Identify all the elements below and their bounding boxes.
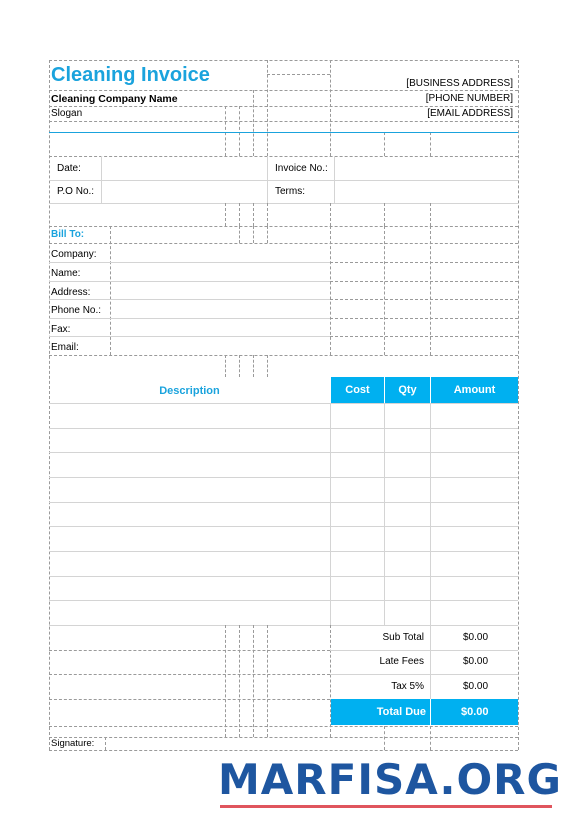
column-header-description: Description [159, 385, 220, 397]
bill-to-company-label: Company: [51, 249, 97, 260]
date-label: Date: [57, 163, 81, 174]
invoice-title: Cleaning Invoice [51, 64, 210, 86]
marfisa-logo: MARFISA.ORG [218, 755, 562, 804]
logo-underline [220, 805, 552, 808]
bill-to-address-label: Address: [51, 287, 91, 298]
late-fees-label: Late Fees [379, 656, 424, 667]
tax-value: $0.00 [463, 681, 489, 692]
invoice-no-label: Invoice No.: [275, 163, 328, 174]
column-header-cost: Cost [345, 384, 370, 396]
total-due-label: Total Due [376, 706, 426, 718]
bill-to-fax-label: Fax: [51, 324, 71, 335]
terms-label: Terms: [275, 186, 305, 197]
bill-to-phone-label: Phone No.: [51, 305, 102, 316]
business-address: [BUSINESS ADDRESS] [406, 78, 513, 89]
bill-to-email-label: Email: [51, 342, 79, 353]
company-slogan: Slogan [51, 108, 83, 119]
company-name: Cleaning Company Name [51, 93, 178, 105]
column-header-amount: Amount [453, 384, 496, 396]
tax-label: Tax 5% [391, 681, 424, 692]
column-header-qty: Qty [398, 384, 417, 396]
bill-to-heading: Bill To: [51, 229, 85, 240]
phone-number: [PHONE NUMBER] [425, 93, 513, 104]
subtotal-label: Sub Total [382, 632, 424, 643]
total-due-value: $0.00 [461, 706, 489, 718]
late-fees-value: $0.00 [463, 656, 489, 667]
email-address: [EMAIL ADDRESS] [427, 108, 513, 119]
bill-to-name-label: Name: [51, 268, 81, 279]
signature-label: Signature: [51, 738, 95, 749]
po-label: P.O No.: [57, 186, 95, 197]
subtotal-value: $0.00 [463, 632, 489, 643]
